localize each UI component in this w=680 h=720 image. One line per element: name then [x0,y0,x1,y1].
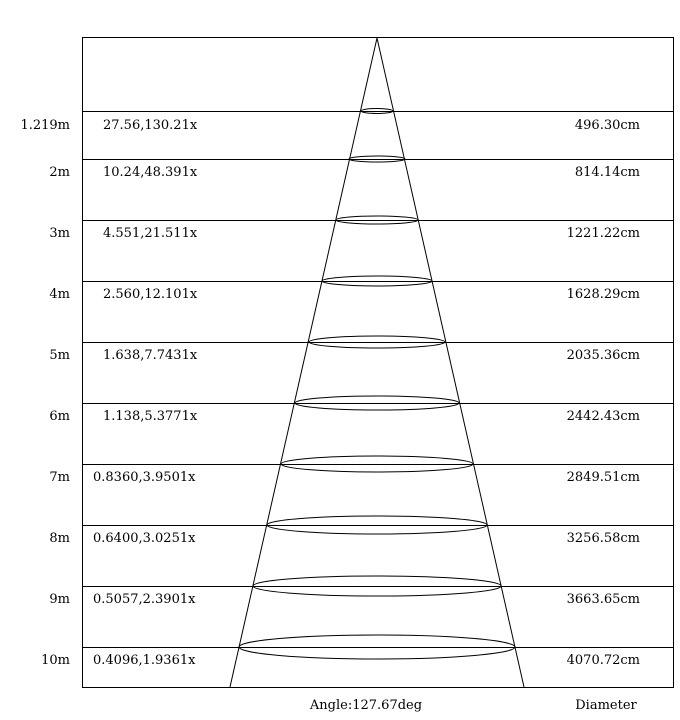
distance-label: 6m [49,409,70,424]
rows-layer [20,112,673,669]
beam-diameter-value: 814.14cm [574,165,640,180]
illuminance-value: 1.138,5.3771x [103,409,198,424]
illuminance-value: 1.638,7.7431x [103,348,198,363]
beam-diameter-value: 2035.36cm [566,348,640,363]
illuminance-value: 0.6400,3.0251x [93,531,196,546]
distance-label: 1.219m [20,118,70,133]
beam-diameter-value: 2442.43cm [566,409,640,424]
beam-diameter-value: 3256.58cm [566,531,640,546]
illuminance-value: 0.5057,2.3901x [93,592,196,607]
distance-label: 7m [49,470,70,485]
beam-diameter-value: 496.30cm [574,118,640,133]
distance-label: 5m [49,348,70,363]
beam-angle-label: Angle:127.67deg [309,698,423,713]
distance-label: 2m [49,165,70,180]
diameter-column-label: Diameter [575,698,637,713]
illuminance-value: 2.560,12.101x [103,287,198,302]
distance-label: 9m [49,592,70,607]
distance-label: 3m [49,226,70,241]
illuminance-value: 0.4096,1.9361x [93,653,196,668]
distance-label: 10m [41,653,70,668]
beam-diameter-value: 3663.65cm [566,592,640,607]
distance-label: 8m [49,531,70,546]
illuminance-value: 10.24,48.391x [103,165,198,180]
beam-diameter-value: 1628.29cm [566,287,640,302]
distance-label: 4m [49,287,70,302]
beam-diameter-value: 1221.22cm [566,226,640,241]
cone-right-edge [377,38,524,687]
beam-diameter-value: 4070.72cm [566,653,640,668]
illuminance-value: 4.551,21.511x [103,226,198,241]
illuminance-value: 0.8360,3.9501x [93,470,196,485]
illuminance-value: 27.56,130.21x [103,118,198,133]
beam-cone [230,38,524,687]
beam-diameter-value: 2849.51cm [566,470,640,485]
cone-left-edge [230,38,377,687]
